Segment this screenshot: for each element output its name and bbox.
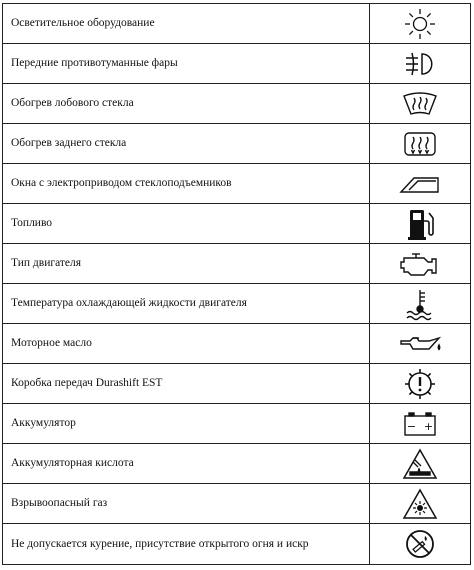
symbol-legend-table: [2, 3, 471, 565]
power-window-icon: [398, 173, 442, 195]
rear-window-heater-icon: [402, 130, 438, 158]
table-row: [3, 244, 471, 284]
row-label: Аккумулятор: [3, 404, 370, 444]
battery-minus-sign: −: [406, 419, 417, 433]
row-label: Передние противотуманные фары: [3, 44, 370, 84]
table-row: [3, 204, 471, 244]
row-label: Тип двигателя: [3, 244, 370, 284]
row-label: Обогрев заднего стекла: [3, 124, 370, 164]
table-row: [3, 84, 471, 124]
row-label: Окна с электроприводом стеклоподъемников: [3, 164, 370, 204]
table-row: [3, 404, 471, 444]
row-label: Не допускается курение, присутствие открытого огня и искр: [3, 524, 370, 565]
explosive-gas-warning-icon: [402, 488, 438, 520]
battery-plus-sign: +: [423, 419, 434, 433]
table-row: [3, 44, 471, 84]
table-row: [3, 164, 471, 204]
row-label: Моторное масло: [3, 324, 370, 364]
table-row: [3, 364, 471, 404]
row-label: Топливо: [3, 204, 370, 244]
lighting-sun-icon: [403, 7, 437, 41]
fuel-pump-icon: [406, 207, 434, 241]
table-row: [3, 4, 471, 44]
row-label: Взрывоопасный газ: [3, 484, 370, 524]
coolant-temperature-icon: [403, 287, 437, 321]
front-fog-lamp-icon: [402, 49, 438, 79]
battery-icon: [402, 410, 438, 438]
table-row: [3, 324, 471, 364]
table-row: [3, 524, 471, 565]
table-row: [3, 124, 471, 164]
no-smoking-icon: [403, 527, 437, 561]
gearbox-warning-icon: [403, 367, 437, 401]
row-label: Осветительное оборудование: [3, 4, 370, 44]
row-label: Температура охлаждающей жидкости двигателя: [3, 284, 370, 324]
engine-icon: [399, 250, 441, 278]
battery-acid-warning-icon: [402, 448, 438, 480]
table-row: [3, 444, 471, 484]
row-label: Обогрев лобового стекла: [3, 84, 370, 124]
windshield-heater-icon: [401, 90, 439, 118]
table-row: [3, 284, 471, 324]
row-label: Коробка передач Durashift EST: [3, 364, 370, 404]
row-label: Аккумуляторная кислота: [3, 444, 370, 484]
table-row: [3, 484, 471, 524]
engine-oil-icon: [398, 332, 442, 356]
